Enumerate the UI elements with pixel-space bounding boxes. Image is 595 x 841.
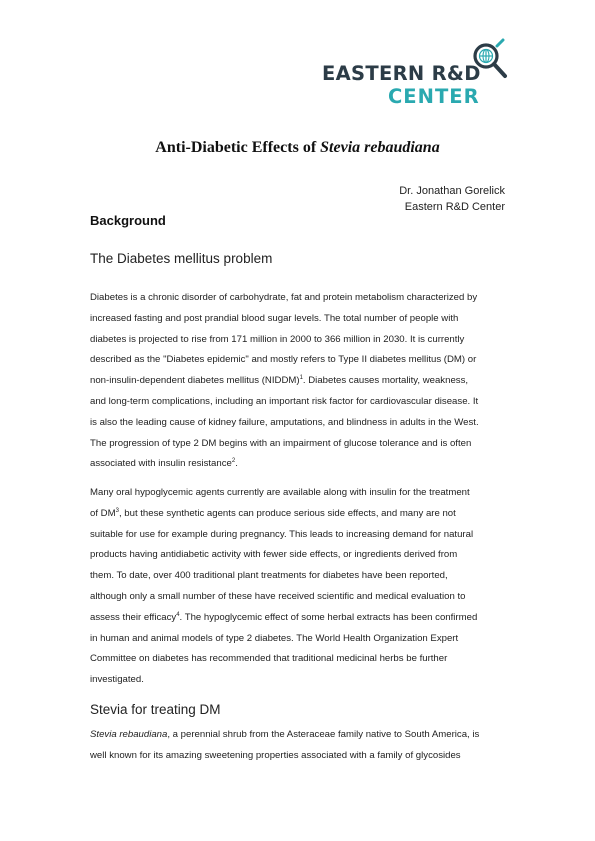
text-span: of DM xyxy=(90,507,116,519)
citation-1: 1 xyxy=(299,375,303,381)
text-span: associated with insulin resistance xyxy=(90,458,232,470)
logo-text-center: CENTER xyxy=(388,85,480,108)
text-line: well known for its amazing sweetening properties associated with a family of glycosides xyxy=(90,749,461,761)
text-line xyxy=(90,608,515,629)
paragraph-hypoglycemic-agents xyxy=(90,483,515,691)
species-name: Stevia rebaudiana xyxy=(90,729,168,740)
text-line: The progression of type 2 DM begins with an impairment of glucose tolerance and is often xyxy=(90,437,472,449)
citation-2: 2 xyxy=(231,458,236,465)
title-prefix: Anti-Diabetic Effects of xyxy=(155,139,321,156)
text-line xyxy=(90,454,515,475)
company-logo xyxy=(322,34,512,106)
text-span: . The hypoglycemic effect of some herbal extracts has been confirmed xyxy=(179,611,478,623)
logo-text-eastern: EASTERN R&D xyxy=(322,62,481,85)
text-line: suitable for use for example during pregnancy. This leads to increasing demand for natural xyxy=(90,528,474,540)
text-span: , but these synthetic agents can produce serious side effects, and many are not xyxy=(118,507,456,519)
text-line: and long-term complications, including an important risk factor for cardiovascular disease. It xyxy=(90,395,479,407)
text-line: Diabetes is a chronic disorder of carbohydrate, fat and protein metabolism characterized by xyxy=(90,292,478,303)
text-line: diabetes is projected to rise from 171 million in 2000 to 366 million in 2030. It is currently xyxy=(90,333,465,345)
paragraph-diabetes-problem xyxy=(90,288,515,475)
text-span: . Diabetes causes mortality, weakness, xyxy=(302,375,469,387)
text-line: is also the leading cause of kidney failure, amputations, and blindness in adults in the West. xyxy=(90,416,479,428)
text-line: products having antidiabetic activity with fewer side effects, or ingredients derived from xyxy=(90,549,458,561)
text-line xyxy=(90,504,515,525)
author-affiliation: Eastern R&D Center xyxy=(404,201,505,213)
section-heading-background: Background xyxy=(90,213,166,228)
text-span: , a perennial shrub from the Asteraceae family native to South America, is xyxy=(167,729,480,740)
text-line xyxy=(90,725,515,746)
text-span: . xyxy=(235,458,238,470)
text-line: investigated. xyxy=(90,674,144,686)
citation-4: 4 xyxy=(176,611,180,618)
subsection-heading-stevia: Stevia for treating DM xyxy=(90,702,221,717)
text-span: non-insulin-dependent diabetes mellitus (NIDDM) xyxy=(90,375,300,387)
text-line: described as the "Diabetes epidemic" and mostly refers to Type II diabetes mellitus (DM) or xyxy=(90,354,477,366)
citation-3: 3 xyxy=(115,507,119,514)
text-line: increased fasting and post prandial blood sugar levels. The total number of people with xyxy=(90,312,459,324)
text-line: Committee on diabetes has recommended that traditional medicinal herbs be further xyxy=(90,653,448,665)
paragraph-stevia xyxy=(90,725,515,767)
document-title xyxy=(0,139,595,157)
text-span: assess their efficacy xyxy=(90,611,177,623)
text-line: in human and animal models of type 2 diabetes. The World Health Organization Expert xyxy=(90,632,459,644)
text-line xyxy=(90,371,515,392)
text-line: them. To date, over 400 traditional plant treatments for diabetes have been reported, xyxy=(90,570,448,582)
author-name: Dr. Jonathan Gorelick xyxy=(399,185,505,197)
subsection-heading-diabetes: The Diabetes mellitus problem xyxy=(90,251,273,266)
text-line: Many oral hypoglycemic agents currently are available along with insulin for the treatment xyxy=(90,487,470,498)
text-line: although only a small number of these have received scientific and medical evaluation to xyxy=(90,590,466,602)
title-species: Stevia rebaudiana xyxy=(320,139,440,156)
author-block xyxy=(399,183,505,215)
